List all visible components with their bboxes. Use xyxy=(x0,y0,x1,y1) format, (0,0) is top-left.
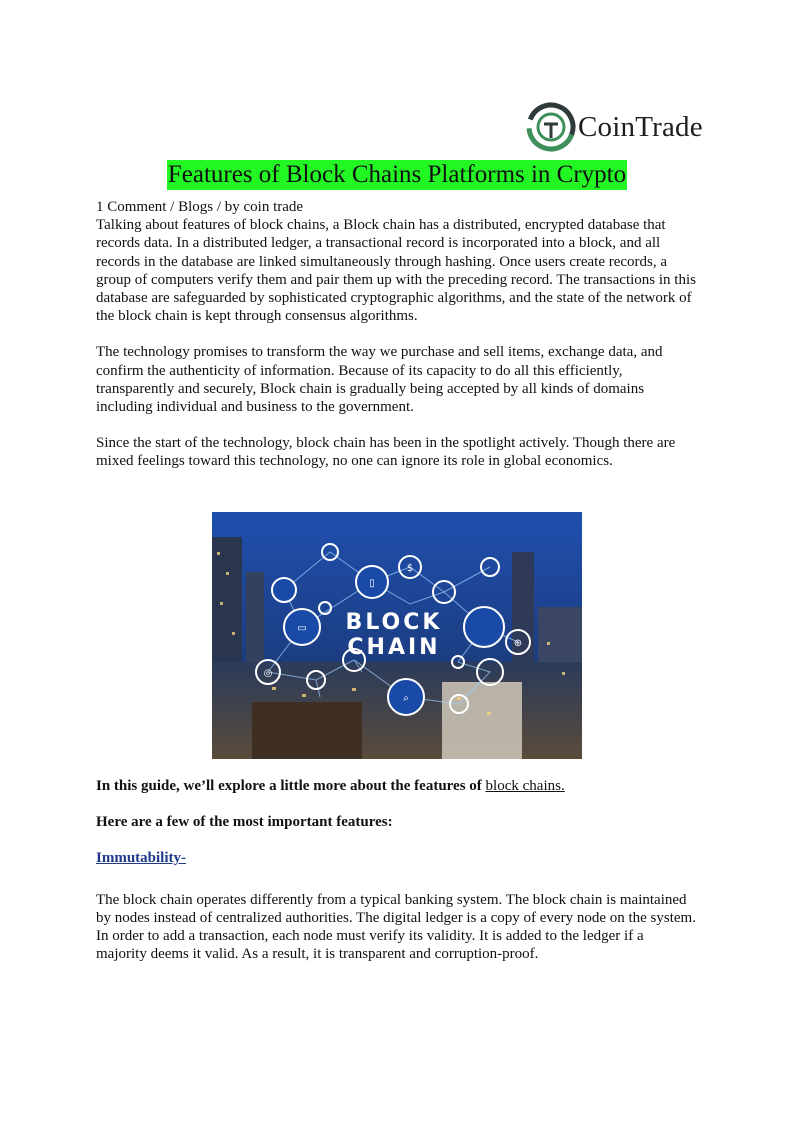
section-heading-wrap xyxy=(96,849,696,867)
blockchain-illustration xyxy=(212,512,582,759)
cointrade-emblem-icon xyxy=(526,102,576,152)
block-chains-link[interactable]: block chains. xyxy=(485,778,565,794)
immutability-paragraph: The block chain operates differently from a typical banking system. The block chain is maintained by nodes instead of centralized authorities. The digital ledger is a copy of every node on the system. In order to add a transaction, each node must verify its validity. It is added to the ledger if a majority deems it valid. As a result, it is transparent and corruption-proof. xyxy=(96,891,696,963)
logo-wordmark: CoinTrade xyxy=(578,110,703,143)
svg-text:$: $ xyxy=(406,563,414,574)
paragraph-3: Since the start of the technology, block chain has been in the spotlight actively. Though there are mixed feelings toward this technology, no one can ignore its role in global economics. xyxy=(96,435,676,470)
blockchain-image xyxy=(212,512,582,759)
paragraph-2: The technology promises to transform the way we purchase and sell items, exchange data, and confirm the authenticity of information. Because of its capacity to do all this efficiently, transparently and securely, Block chain is gradually being accepted by all kinds of domains including individual and business to the government. xyxy=(96,344,663,416)
svg-text:◎: ◎ xyxy=(263,668,273,679)
image-text-block: BLOCK xyxy=(345,610,443,635)
immutability-heading-link[interactable]: Immutability- xyxy=(96,850,186,867)
post-meta: 1 Comment / Blogs / by coin trade xyxy=(96,199,304,215)
article-body xyxy=(96,198,696,471)
paragraph-1: Talking about features of block chains, a Block chain has a distributed, encrypted database that records data. In a distributed ledger, a transactional record is incorporated into a block, and all records in the database are linked simultaneously through hashing. Once users create records, a group of computers verify them and pair them up with the preceding record. The transactions in this database are safeguarded by sophisticated cryptographic algorithms, and the state of the network of the block chain is kept through consensus algorithms. xyxy=(96,217,696,325)
page-title: Features of Block Chains Platforms in Crypto xyxy=(167,161,627,188)
svg-text:⊕: ⊕ xyxy=(513,638,523,649)
title-container xyxy=(0,160,794,190)
guide-intro-text: In this guide, we’ll explore a little more about the features of xyxy=(96,778,486,794)
svg-text:⌕: ⌕ xyxy=(403,693,409,704)
article-lower xyxy=(96,777,696,963)
image-text-chain: CHAIN xyxy=(347,635,441,660)
svg-text:▭: ▭ xyxy=(297,623,307,634)
svg-text:▯: ▯ xyxy=(369,578,375,589)
guide-intro xyxy=(96,777,696,795)
features-intro: Here are a few of the most important features: xyxy=(96,814,393,831)
cointrade-logo[interactable] xyxy=(526,100,703,154)
